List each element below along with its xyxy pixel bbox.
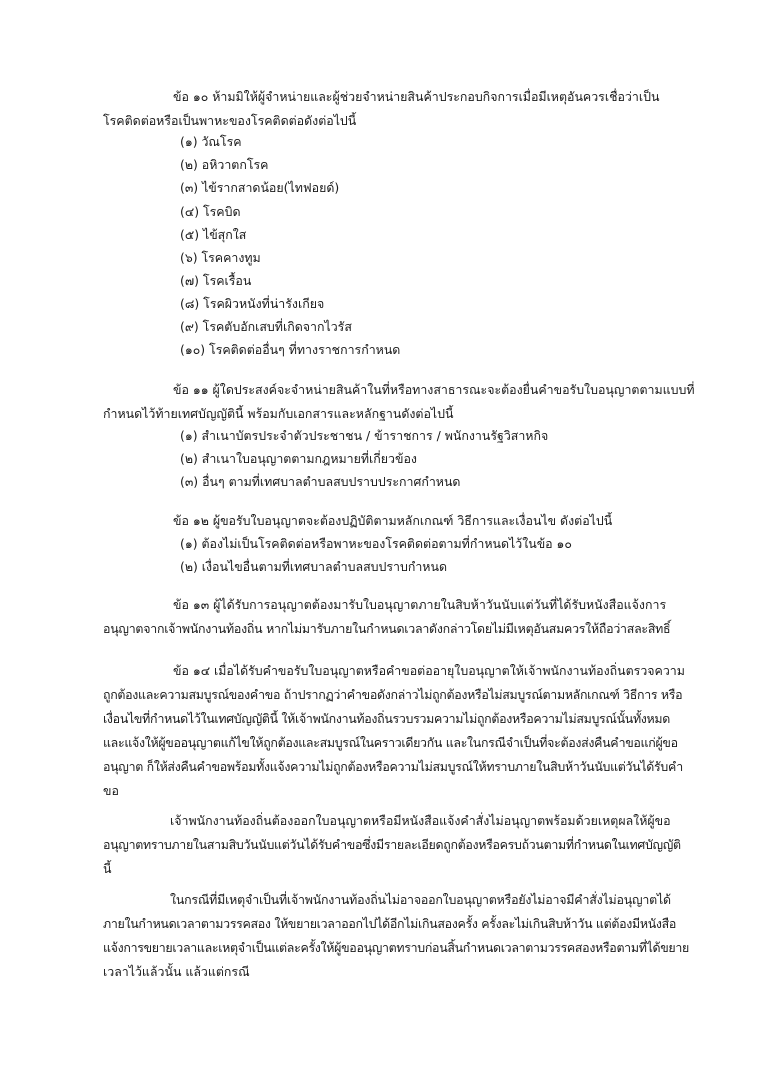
section-10-item: (๑) วัณโรค [180, 134, 242, 149]
section-11-heading-line2: กำหนดไว้ท้ายเทศบัญญัตินี้ พร้อมกับเอกสารและหลักฐานดังต่อไปนี้ [103, 406, 454, 421]
section-10-item: (๔) โรคบิด [180, 204, 241, 219]
section-13-line1: ข้อ ๑๓ ผู้ได้รับการอนุญาตต้องมารับใบอนุญาตภายในสิบห้าวันนับแต่วันที่ได้รับหนังสือแจ้งการ [173, 597, 667, 612]
section-14-p1-line: และแจ้งให้ผู้ขออนุญาตแก้ไขให้ถูกต้องและสมบูรณ์ในคราวเดียวกัน และในกรณีจำเป็นที่จะต้องส่งคืนคำขอแก่ผู้ขอ [103, 735, 678, 750]
section-14-p3-line: แจ้งการขยายเวลาและเหตุจำเป็นแต่ละครั้งให้ผู้ขออนุญาตทราบก่อนสิ้นกำหนดเวลาตามวรรคสองหรือตามที่ได้ขยาย [103, 940, 690, 955]
section-12-heading: ข้อ ๑๒ ผู้ขอรับใบอนุญาตจะต้องปฏิบัติตามหลักเกณฑ์ วิธีการและเงื่อนไข ดังต่อไปนี้ [173, 513, 613, 528]
section-12-item: (๒) เงื่อนไขอื่นตามที่เทศบาลตำบลสบปราบกำหนด [180, 559, 447, 574]
section-10-item: (๓) ไข้รากสาดน้อย(ไทฟอยด์) [180, 180, 340, 195]
section-10-item: (๒) อหิวาตกโรค [180, 157, 269, 172]
section-14-p1-line: ถูกต้องและความสมบูรณ์ของคำขอ ถ้าปรากฏว่าคำขอดังกล่าวไม่ถูกต้องหรือไม่สมบูรณ์ตามหลักเกณฑ์ วิธีการ หรือ [103, 687, 683, 702]
section-14-p3-line: ภายในกำหนดเวลาตามวรรคสอง ให้ขยายเวลาออกไปได้อีกไม่เกินสองครั้ง ครั้งละไม่เกินสิบห้าวัน แต่ต้องมีหนังสือ [103, 916, 677, 931]
section-10-item: (๗) โรคเรื้อน [180, 273, 252, 288]
section-13-line2: อนุญาตจากเจ้าพนักงานท้องถิ่น หากไม่มารับภายในกำหนดเวลาดังกล่าวโดยไม่มีเหตุอันสมควรให้ถือว่าสละสิทธิ์ [103, 621, 671, 636]
section-14-p2-line: เจ้าพนักงานท้องถิ่นต้องออกใบอนุญาตหรือมีหนังสือแจ้งคำสั่งไม่อนุญาตพร้อมด้วยเหตุผลให้ผู้ขอ [170, 813, 671, 828]
section-11-item: (๒) สำเนาใบอนุญาตตามกฎหมายที่เกี่ยวข้อง [180, 451, 417, 466]
section-11-item: (๑) สำเนาบัตรประจำตัวประชาชน / ข้าราชการ / พนักงานรัฐวิสาหกิจ [180, 428, 549, 443]
section-10-item: (๘) โรคผิวหนังที่น่ารังเกียจ [180, 296, 325, 311]
section-12-item: (๑) ต้องไม่เป็นโรคติดต่อหรือพาหะของโรคติดต่อตามที่กำหนดไว้ในข้อ ๑๐ [180, 536, 572, 551]
section-11-heading-line1: ข้อ ๑๑ ผู้ใดประสงค์จะจำหน่ายสินค้าในที่หรือทางสาธารณะจะต้องยื่นคำขอรับใบอนุญาตตามแบบที่ [173, 382, 695, 397]
section-11-item: (๓) อื่นๆ ตามที่เทศบาลตำบลสบปราบประกาศกำหนด [180, 474, 461, 489]
section-10-item: (๖) โรคคางทูม [180, 250, 261, 265]
section-10-item: (๕) ไข้สุกใส [180, 227, 247, 242]
section-10-heading-line2: โรคติดต่อหรือเป็นพาหะของโรคติดต่อดังต่อไปนี้ [103, 113, 357, 128]
section-10-item: (๙) โรคตับอักเสบที่เกิดจากไวรัส [180, 319, 352, 334]
section-14-p1-line: อนุญาต ก็ให้ส่งคืนคำขอพร้อมทั้งแจ้งความไม่ถูกต้องหรือความไม่สมบูรณ์ให้ทราบภายในสิบห้าวันนับแต่วันได้รับคำ [103, 759, 683, 774]
section-14-p1-line: ข้อ ๑๔ เมื่อได้รับคำขอรับใบอนุญาตหรือคำขอต่ออายุใบอนุญาตให้เจ้าพนักงานท้องถิ่นตรวจความ [173, 663, 685, 678]
section-14-p3-line: ในกรณีที่มีเหตุจำเป็นที่เจ้าพนักงานท้องถิ่นไม่อาจออกใบอนุญาตหรือยังไม่อาจมีคำสั่งไม่อนุญาตได้ [170, 892, 671, 907]
section-10-item: (๑๐) โรคติดต่ออื่นๆ ที่ทางราชการกำหนด [180, 342, 401, 357]
section-14-p2-line: นี้ [103, 861, 112, 876]
section-10-heading-line1: ข้อ ๑๐ ห้ามมิให้ผู้จำหน่ายและผู้ช่วยจำหน่ายสินค้าประกอบกิจการเมื่อมีเหตุอันควรเชื่อว่าเป็น [173, 89, 660, 104]
section-14-p1-line: ขอ [103, 783, 119, 798]
section-14-p2-line: อนุญาตทราบภายในสามสิบวันนับแต่วันได้รับคำขอซึ่งมีรายละเอียดถูกต้องหรือครบถ้วนตามที่กำหนดในเทศบัญญัติ [103, 837, 681, 852]
section-14-p1-line: เงื่อนไขที่กำหนดไว้ในเทศบัญญัตินี้ ให้เจ้าพนักงานท้องถิ่นรวบรวมความไม่ถูกต้องหรือความไม่สมบูรณ์นั้นทั้งหมด [103, 711, 671, 726]
section-14-p3-line: เวลาไว้แล้วนั้น แล้วแต่กรณี [103, 964, 250, 979]
